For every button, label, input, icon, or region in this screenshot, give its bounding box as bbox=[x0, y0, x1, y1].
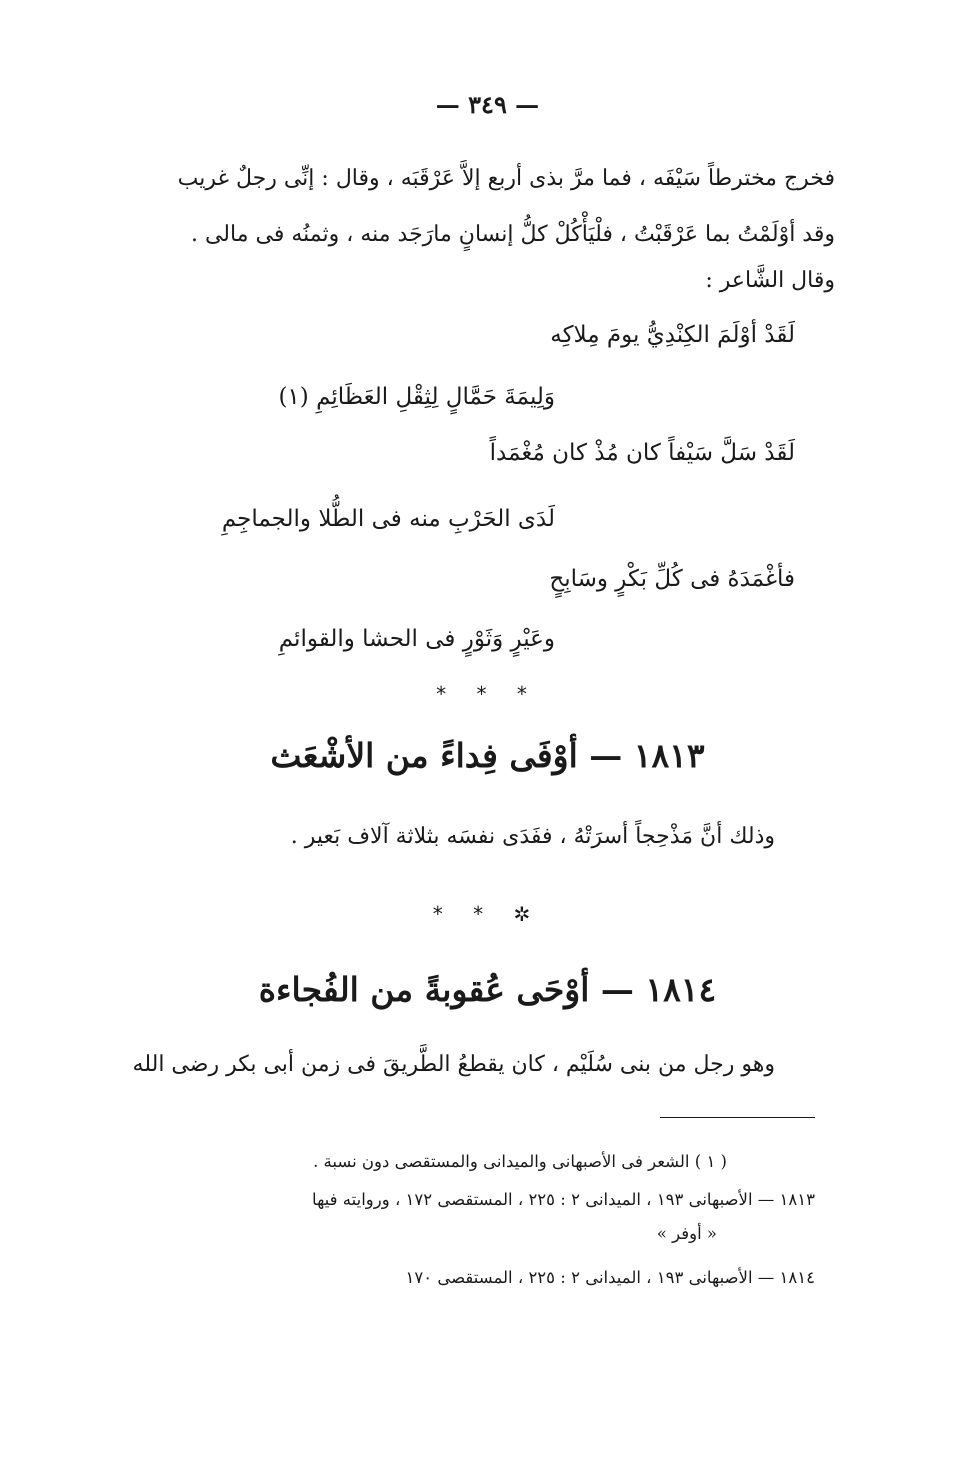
footnote-1814: ١٨١٤ — الأصبهانى ١٩٣ ، الميدانى ٢ : ٢٢٥ ، المستقصى ١٧٠ bbox=[405, 1268, 815, 1287]
footnote-1813: ١٨١٣ — الأصبهانى ١٩٣ ، الميدانى ٢ : ٢٢٥ ، المستقصى ١٧٢ ، وروايته فيها bbox=[312, 1190, 815, 1209]
footnote-separator bbox=[660, 1117, 815, 1118]
prose-line-1: فخرج مخترطاً سَيْفَه ، فما مرَّ بذى أربع إلاَّ عَرْقَبَه ، وقال : إنِّى رجلٌ غريب bbox=[177, 166, 835, 191]
verse-6: وعَيْرٍ وَثَوْرٍ فى الحشا والقوائمِ bbox=[278, 626, 555, 652]
section-divider-stars-2: * * ✲ bbox=[432, 902, 543, 926]
footnote-1: ( ١ ) الشعر فى الأصبهانى والميدانى والمستقصى دون نسبة . bbox=[313, 1152, 727, 1171]
verse-3: لَقَدْ سَلَّ سَيْفاً كان مُذْ كان مُغْمَداً bbox=[489, 440, 795, 466]
entry-1813-text: وذلك أنَّ مَذْحِجاً أسرَتْهُ ، ففَدَى نفسَه بثلاثة آلاف بَعير . bbox=[290, 824, 775, 849]
prose-line-2: وقد أوْلَمْتُ بما عَرْقَبْتُ ، فلْيَأْكُلْ كلُّ إنسانٍ مارَجَد منه ، وثمنُه فى مالى . bbox=[190, 222, 835, 247]
entry-1813-heading: ١٨١٣ — أوْفَى فِداءً من الأشْعَث bbox=[270, 736, 705, 775]
verse-5: فأغْمَدَهُ فى كُلِّ بَكْرٍ وسَابِحٍ bbox=[549, 566, 795, 592]
verse-1: لَقَدْ أوْلَمَ الكِنْدِيُّ يومَ مِلاكِه bbox=[550, 322, 795, 348]
footnote-1813-cont: « أوفر » bbox=[656, 1224, 717, 1243]
entry-1814-heading: ١٨١٤ — أوْحَى عُقوبةً من الفُجاءة bbox=[258, 970, 717, 1009]
prose-line-3: وقال الشَّاعر : bbox=[705, 268, 835, 293]
verse-2: وَلِيمَةَ حَمَّالٍ لِثِقْلِ العَظَائِمِ (١) bbox=[278, 384, 555, 410]
entry-1814-text: وهو رجل من بنى سُلَيْم ، كان يقطعُ الطَّريقَ فى زمن أبى بكر رضى الله bbox=[132, 1052, 775, 1077]
page-number: — ٣٤٩ — bbox=[435, 90, 540, 119]
verse-4: لَدَى الحَرْبِ منه فى الطُّلا والجماجِمِ bbox=[221, 506, 555, 532]
section-divider-stars: * * * bbox=[436, 682, 539, 706]
